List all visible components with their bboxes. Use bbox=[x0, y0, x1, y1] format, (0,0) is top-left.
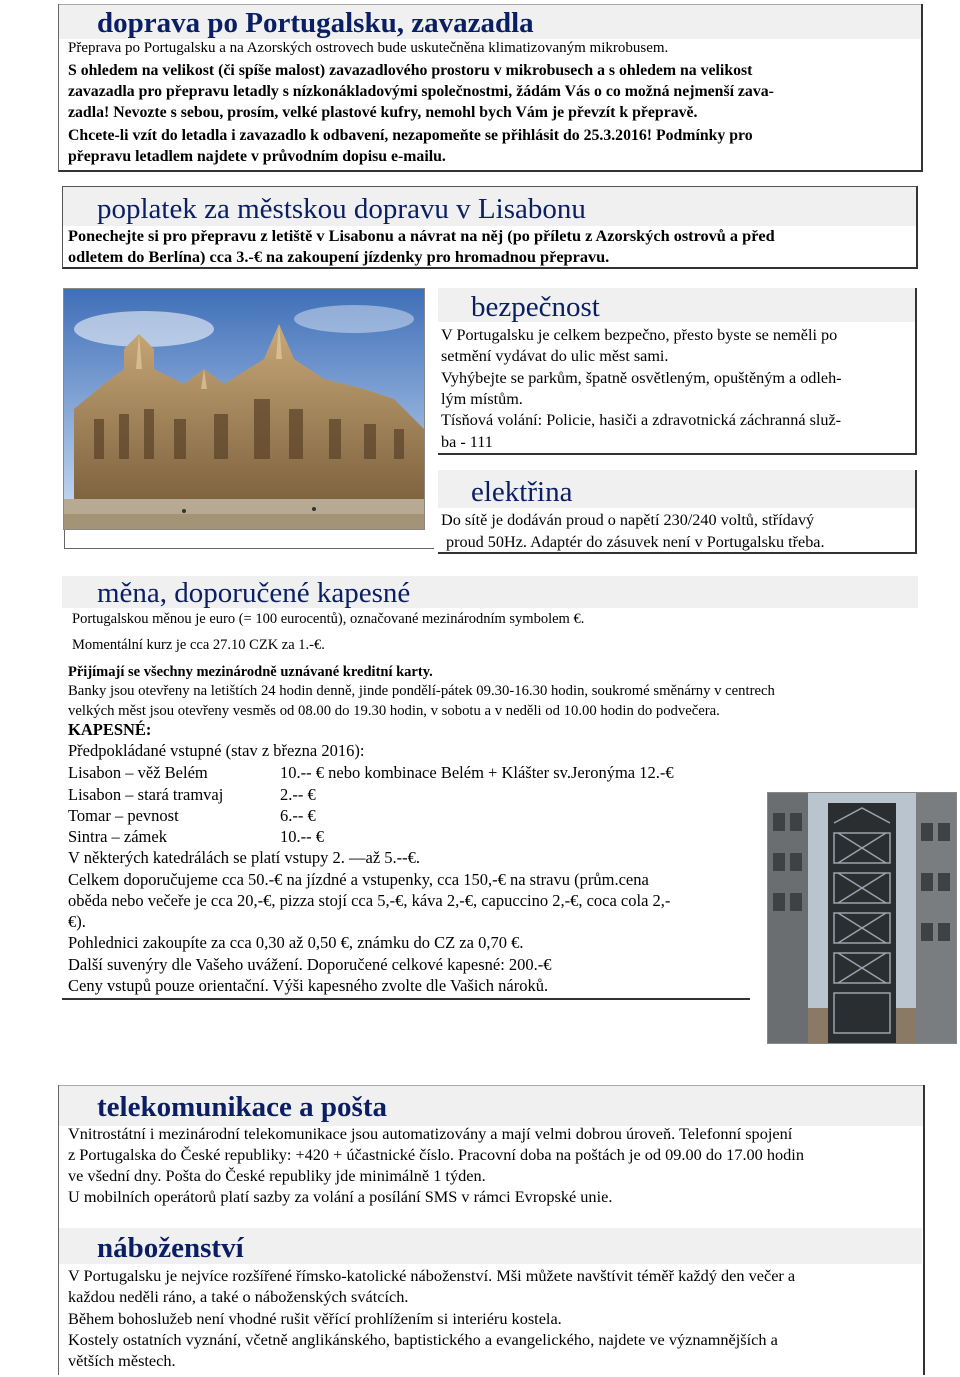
telecom-line-3: ve všední dny. Pošta do České republiky jde minimálně 1 týden. bbox=[68, 1166, 486, 1185]
fee-price: 6.-- € bbox=[280, 806, 316, 825]
religion-heading: náboženství bbox=[97, 1232, 244, 1264]
currency-line-2: Momentální kurz je cca 27.10 CZK za 1.-€. bbox=[72, 637, 325, 653]
fee-row bbox=[68, 785, 316, 805]
pocket-line-1: V některých katedrálách se platí vstupy 2. —až 5.--€. bbox=[68, 848, 421, 867]
currency-cards: Přijímají se všechny mezinárodně uznávané kreditní karty. bbox=[68, 664, 433, 680]
elevator-photo bbox=[767, 792, 957, 1044]
fee-place: Tomar – pevnost bbox=[68, 806, 179, 825]
currency-line-1: Portugalskou měnou je euro (= 100 eurocentů), označované mezinárodním symbolem €. bbox=[72, 611, 585, 627]
fee-price: 10.-- € nebo kombinace Belém + Klášter sv.Jeronýma 12.-€ bbox=[280, 763, 674, 782]
transport-line-6: přepravu letadlem najdete v průvodním dopisu e-mailu. bbox=[68, 148, 446, 165]
electricity-heading: elektřina bbox=[471, 476, 573, 508]
fee-price: 10.-- € bbox=[280, 827, 324, 846]
telecom-line-4: U mobilních operátorů platí sazby za volání a posílání SMS v rámci Evropské unie. bbox=[68, 1187, 613, 1206]
photo-divider-tick bbox=[64, 530, 65, 548]
transport-line-4: zadla! Nevozte s sebou, prosím, velké plastové kufry, nemohl bych Vám je převzít k přepravě. bbox=[68, 104, 698, 121]
safety-line-6: ba - 111 bbox=[441, 433, 493, 451]
pocket-intro: Předpokládané vstupné (stav z března 2016): bbox=[68, 741, 365, 760]
fee-place: Lisabon – stará tramvaj bbox=[68, 785, 224, 804]
monastery-photo bbox=[63, 288, 425, 530]
religion-line-5: větších městech. bbox=[68, 1351, 176, 1370]
fee-row bbox=[68, 806, 316, 826]
religion-line-4: Kostely ostatních vyznání, včetně anglikánského, baptistického a evangelického, najdete ve významnějších a bbox=[68, 1330, 778, 1349]
lisbon-fee-line-1: Ponechejte si pro přepravu z letiště v Lisabonu a návrat na něj (po příletu z Azorských ostrovů a před bbox=[68, 226, 775, 245]
electricity-line-2: proud 50Hz. Adaptér do zásuvek není v Portugalsku třeba. bbox=[446, 533, 825, 551]
transport-heading: doprava po Portugalsku, zavazadla bbox=[97, 7, 534, 39]
safety-line-3: Vyhýbejte se parkům, špatně osvětleným, opuštěným a odleh- bbox=[441, 369, 842, 387]
telecom-heading: telekomunikace a pošta bbox=[97, 1091, 387, 1123]
pocket-line-7: Ceny vstupů pouze orientační. Výši kapesného zvolte dle Vašich nároků. bbox=[68, 976, 549, 995]
currency-banks-2: velkých měst jsou otevřeny vesměs od 08.00 do 19.30 hodin, v sobotu a v neděli od 10.00 hodin do podvečera. bbox=[68, 703, 720, 719]
pocket-line-2: Celkem doporučujeme cca 50.-€ na jízdné a vstupenky, cca 150,-€ na stravu (prům.cena bbox=[68, 870, 649, 889]
pocket-line-6: Další suvenýry dle Vašeho uvážení. Doporučené celkové kapesné: 200.-€ bbox=[68, 955, 552, 974]
telecom-line-2: z Portugalska do České republiky: +420 + účastnické číslo. Pracovní doba na poštách je od 09.00 do 17.00 hodin bbox=[68, 1145, 804, 1164]
currency-banks-1: Banky jsou otevřeny na letištích 24 hodin denně, jinde pondělí-pátek 09.30-16.30 hodin, soukromé směnárny v centrech bbox=[68, 683, 775, 699]
safety-heading: bezpečnost bbox=[471, 291, 600, 323]
fee-row bbox=[68, 763, 674, 783]
safety-line-1: V Portugalsku je celkem bezpečno, přesto byste se neměli po bbox=[441, 326, 838, 344]
fee-price: 2.-- € bbox=[280, 785, 316, 804]
religion-line-3: Během bohoslužeb není vhodné rušit věřící prohlížením si interiéru kostela. bbox=[68, 1309, 562, 1328]
pocket-line-3: oběda nebo večeře je cca 20,-€, pizza stojí cca 5,-€, káva 2,-€, capuccino 2,-€, coca cola 2,- bbox=[68, 891, 671, 910]
safety-line-2: setmění vydávat do ulic měst sami. bbox=[441, 347, 669, 365]
religion-line-1: V Portugalsku je nejvíce rozšířené římsko-katolické náboženství. Mši můžete navštívit téměř každý den večer a bbox=[68, 1266, 796, 1285]
transport-line-3: zavazadla pro přepravu letadly s nízkonákladovými společnostmi, žádám Vás o co možná nejmenší zava- bbox=[68, 83, 774, 100]
fee-place: Sintra – zámek bbox=[68, 827, 167, 846]
currency-bottom-rule bbox=[62, 998, 750, 1000]
transport-line-2: S ohledem na velikost (či spíše malost) zavazadlového prostoru v mikrobusech a s ohledem na velikost bbox=[68, 62, 753, 79]
transport-line-5: Chcete-li vzít do letadla i zavazadlo k odbavení, nezapomeňte se přihlásit do 25.3.2016! Podmínky pro bbox=[68, 127, 753, 144]
fee-place: Lisabon – věž Belém bbox=[68, 763, 208, 782]
fee-row bbox=[68, 827, 324, 847]
electricity-line-1: Do sítě je dodáván proud o napětí 230/240 voltů, střídavý bbox=[441, 511, 815, 529]
safety-line-4: lým místům. bbox=[441, 390, 523, 408]
lisbon-fee-line-2: odletem do Berlína) cca 3.-€ na zakoupení jízdenky pro hromadnou přepravu. bbox=[68, 247, 610, 266]
safety-line-5: Tísňová volání: Policie, hasiči a zdravotnická záchranná služ- bbox=[441, 411, 842, 429]
pocket-line-4: €). bbox=[68, 912, 86, 931]
pocket-line-5: Pohlednici zakoupíte za cca 0,30 až 0,50 €, známku do CZ za 0,70 €. bbox=[68, 933, 524, 952]
telecom-line-1: Vnitrostátní i mezinárodní telekomunikace jsou automatizovány a mají velmi dobrou úroveň. Telefonní spojení bbox=[68, 1124, 793, 1143]
lisbon-fee-heading: poplatek za městskou dopravu v Lisabonu bbox=[97, 193, 586, 225]
religion-line-2: každou neděli ráno, a také o náboženských svátcích. bbox=[68, 1287, 409, 1306]
photo-divider bbox=[64, 548, 434, 549]
transport-line-1: Přeprava po Portugalsku a na Azorských ostrovech bude uskutečněna klimatizovaným mikrobusem. bbox=[68, 40, 669, 56]
pocket-heading: KAPESNÉ: bbox=[68, 720, 152, 739]
currency-heading: měna, doporučené kapesné bbox=[97, 577, 411, 609]
